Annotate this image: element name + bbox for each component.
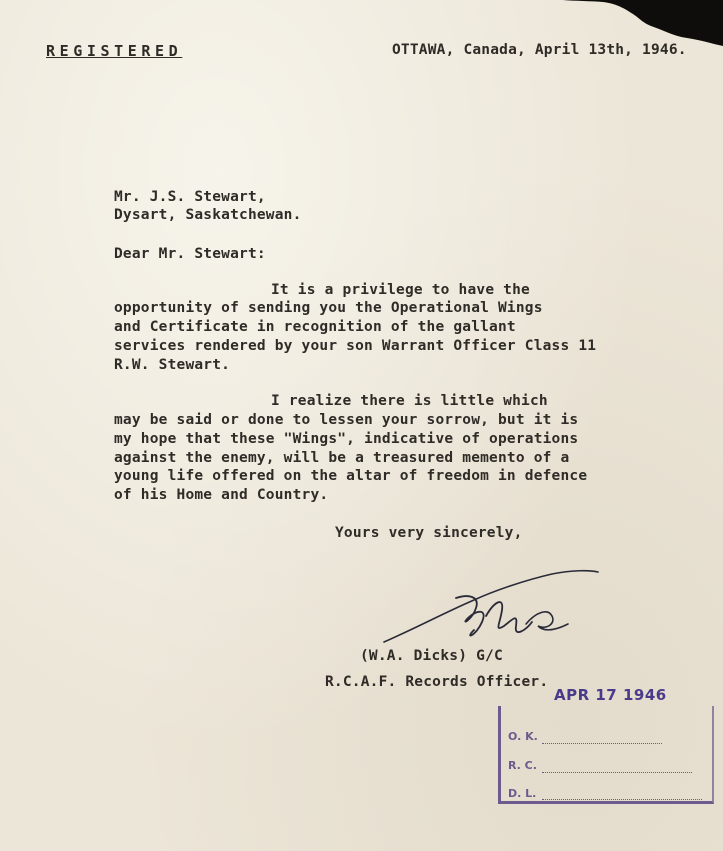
registered-heading: REGISTERED (46, 42, 183, 60)
stamp-rule (542, 799, 702, 800)
salutation: Dear Mr. Stewart: (114, 246, 266, 262)
paragraph1-line: R.W. Stewart. (114, 357, 231, 373)
torn-corner (563, 0, 723, 48)
recipient-name: Mr. J.S. Stewart, (114, 189, 266, 205)
signatory-name: (W.A. Dicks) G/C (360, 648, 503, 664)
stamp-rule (542, 743, 662, 744)
paragraph2-line: young life offered on the altar of freedom in defence (114, 468, 588, 484)
stamp-line-dl: D. L. (508, 787, 537, 800)
handwritten-signature (376, 568, 606, 648)
paragraph1-line: opportunity of sending you the Operational Wings (114, 300, 543, 316)
stamp-rule (542, 772, 692, 773)
recipient-address: Dysart, Saskatchewan. (114, 207, 302, 223)
closing: Yours very sincerely, (335, 525, 523, 541)
paragraph2-line: I realize there is little which (271, 393, 548, 409)
paragraph1-line: and Certificate in recognition of the gallant (114, 319, 516, 335)
stamp-line-rc: R. C. (508, 759, 537, 772)
dateline: OTTAWA, Canada, April 13th, 1946. (392, 42, 687, 58)
paragraph2-line: against the enemy, will be a treasured memento of a (114, 450, 570, 466)
signatory-title: R.C.A.F. Records Officer. (325, 674, 549, 690)
paragraph2-line: may be said or done to lessen your sorrow, but it is (114, 412, 579, 428)
received-stamp (498, 686, 716, 806)
paragraph1-line: services rendered by your son Warrant Officer Class 11 (114, 338, 597, 354)
stamp-date: APR 17 1946 (554, 686, 667, 704)
paragraph1-line: It is a privilege to have the (271, 282, 530, 298)
stamp-line-ok: O. K. (508, 730, 538, 743)
paragraph2-line: of his Home and Country. (114, 487, 329, 503)
paragraph2-line: my hope that these "Wings", indicative of operations (114, 431, 579, 447)
